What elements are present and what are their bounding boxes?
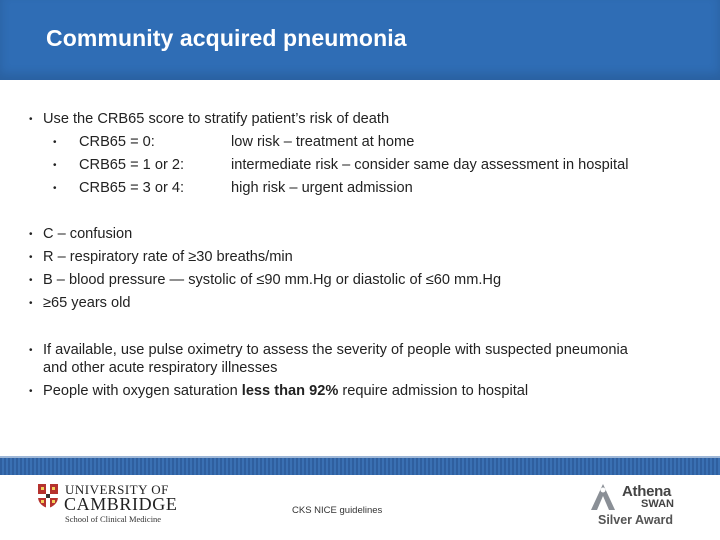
crb-level-label: CRB65 = 1 or 2: <box>79 157 185 173</box>
oximetry-text-line2: and other acute respiratory illnesses <box>43 360 278 376</box>
bullet-icon: • <box>29 229 33 240</box>
slide-title: Community acquired pneumonia <box>46 25 407 51</box>
athena-logo-line1: Athena <box>622 483 672 500</box>
criterion-text <box>43 223 132 246</box>
saturation-text <box>43 380 528 403</box>
bullet-icon: • <box>29 386 33 397</box>
saturation-pre: People with oxygen saturation <box>43 383 242 399</box>
crb-level-value: low risk – treatment at home <box>231 134 415 150</box>
saturation-threshold: less than 92% <box>241 383 339 399</box>
bullet-icon: • <box>53 183 57 194</box>
cks-nice-caption: CKS NICE guidelines <box>292 505 383 516</box>
criterion-letter: B <box>43 272 53 288</box>
oximetry-text-line1: If available, use pulse oximetry to assess the severity of people with suspected pneumonia <box>43 342 628 358</box>
crb-level-value: intermediate risk – consider same day assessment in hospital <box>231 157 629 173</box>
criterion-description: – respiratory rate of ≥30 breaths/min <box>53 249 293 265</box>
footer-bar <box>0 458 720 475</box>
criterion-text <box>43 246 293 269</box>
bullet-icon: • <box>29 114 33 125</box>
cambridge-logo-line2: CAMBRIDGE <box>64 494 178 514</box>
cambridge-logo-line1: UNIVERSITY OF <box>65 482 169 497</box>
crb-level-label: CRB65 = 0: <box>79 134 155 150</box>
criterion-text <box>43 269 501 292</box>
crb-level-label: CRB65 = 3 or 4: <box>79 180 185 196</box>
cambridge-shield-logo <box>37 483 59 509</box>
bullet-icon: • <box>29 275 33 286</box>
criterion-text <box>43 292 131 315</box>
cambridge-logo-line3: School of Clinical Medicine <box>65 514 162 524</box>
athena-swan-logo-icon <box>585 478 625 518</box>
bullet-icon: • <box>29 298 33 309</box>
athena-logo-line3: Silver Award <box>598 513 674 527</box>
criterion-description: ≥65 years old <box>43 295 131 311</box>
title-bar <box>0 0 720 80</box>
criterion-description: – confusion <box>53 226 133 242</box>
athena-logo-line2: SWAN <box>641 498 674 510</box>
bullet-icon: • <box>29 345 33 356</box>
criterion-letter: R <box>43 249 54 265</box>
bullet-icon: • <box>53 137 57 148</box>
crb-intro-text: Use the CRB65 score to stratify patient’s risk of death <box>43 111 390 127</box>
bullet-icon: • <box>53 160 57 171</box>
criterion-letter: C <box>43 226 54 242</box>
saturation-post: require admission to hospital <box>338 383 529 399</box>
crb-level-value: high risk – urgent admission <box>231 180 413 196</box>
criterion-description: – blood pressure — systolic of ≤90 mm.Hg or diastolic of ≤60 mm.Hg <box>52 272 502 288</box>
bullet-icon: • <box>29 252 33 263</box>
